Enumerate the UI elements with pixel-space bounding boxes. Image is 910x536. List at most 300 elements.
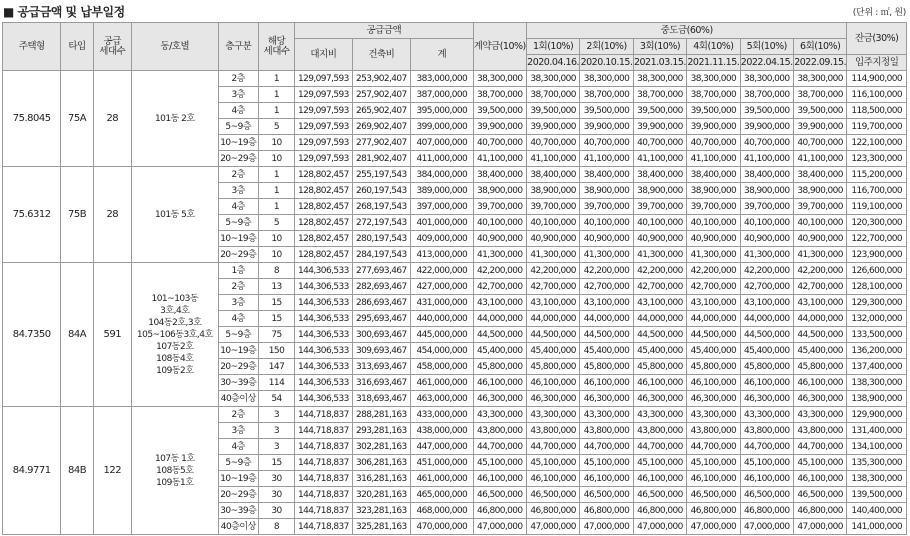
- amount-cell: 46,800,000: [740, 503, 793, 519]
- amount-cell: 320,281,163: [352, 487, 410, 503]
- households-cell: 122: [93, 407, 131, 535]
- amount-cell: 40,100,000: [687, 215, 740, 231]
- amount-cell: 126,600,000: [847, 263, 907, 279]
- amount-cell: 144,306,533: [295, 263, 352, 279]
- floor-cell: 3층: [218, 423, 258, 439]
- table-row: [3, 407, 907, 423]
- amount-cell: 39,900,000: [793, 119, 846, 135]
- tipe-cell: 84B: [61, 407, 93, 535]
- amount-cell: 316,281,163: [352, 471, 410, 487]
- amount-cell: 42,200,000: [687, 263, 740, 279]
- amount-cell: 470,000,000: [411, 519, 473, 535]
- amount-cell: 42,200,000: [473, 263, 526, 279]
- amount-cell: 38,400,000: [740, 167, 793, 183]
- amount-cell: 46,500,000: [633, 487, 686, 503]
- amount-cell: 144,718,837: [295, 439, 352, 455]
- type-cell: 84.7350: [3, 263, 61, 407]
- amount-cell: 277,902,407: [352, 135, 410, 151]
- amount-cell: 38,700,000: [633, 87, 686, 103]
- type-cell: 75.8045: [3, 71, 61, 167]
- col-middle-1: 1회(10%): [526, 39, 579, 55]
- amount-cell: 41,100,000: [526, 151, 579, 167]
- amount-cell: 293,281,163: [352, 423, 410, 439]
- dong-ho-cell: 101동 2호: [131, 71, 218, 167]
- floor-households-cell: 54: [258, 391, 294, 407]
- amount-cell: 136,200,000: [847, 343, 907, 359]
- amount-cell: 47,000,000: [473, 519, 526, 535]
- amount-cell: 128,100,000: [847, 279, 907, 295]
- amount-cell: 46,500,000: [580, 487, 633, 503]
- amount-cell: 253,902,407: [352, 71, 410, 87]
- amount-cell: 295,693,467: [352, 311, 410, 327]
- col-contract: 계약금(10%): [473, 23, 526, 71]
- floor-cell: 30~39층: [218, 375, 258, 391]
- amount-cell: 39,700,000: [580, 199, 633, 215]
- amount-cell: 40,700,000: [473, 135, 526, 151]
- amount-cell: 38,400,000: [633, 167, 686, 183]
- floor-households-cell: 150: [258, 343, 294, 359]
- col-total: 계: [411, 39, 473, 71]
- amount-cell: 384,000,000: [411, 167, 473, 183]
- amount-cell: 46,100,000: [473, 375, 526, 391]
- amount-cell: 39,500,000: [793, 103, 846, 119]
- floor-cell: 20~29층: [218, 487, 258, 503]
- floor-cell: 2층: [218, 71, 258, 87]
- amount-cell: 39,700,000: [740, 199, 793, 215]
- col-type: 주택형: [3, 23, 61, 71]
- households-cell: 28: [93, 71, 131, 167]
- amount-cell: 44,500,000: [687, 327, 740, 343]
- amount-cell: 40,700,000: [740, 135, 793, 151]
- floor-cell: 2층: [218, 167, 258, 183]
- amount-cell: 44,000,000: [526, 311, 579, 327]
- floor-cell: 5~9층: [218, 455, 258, 471]
- floor-households-cell: 1: [258, 103, 294, 119]
- amount-cell: 133,500,000: [847, 327, 907, 343]
- amount-cell: 45,100,000: [793, 455, 846, 471]
- col-middle: 중도금(60%): [526, 23, 846, 39]
- floor-cell: 3층: [218, 183, 258, 199]
- amount-cell: 144,718,837: [295, 519, 352, 535]
- amount-cell: 116,100,000: [847, 87, 907, 103]
- amount-cell: 123,300,000: [847, 151, 907, 167]
- amount-cell: 45,400,000: [633, 343, 686, 359]
- floor-households-cell: 30: [258, 487, 294, 503]
- amount-cell: 44,700,000: [740, 439, 793, 455]
- amount-cell: 45,100,000: [580, 455, 633, 471]
- amount-cell: 144,306,533: [295, 327, 352, 343]
- amount-cell: 128,802,457: [295, 183, 352, 199]
- amount-cell: 144,718,837: [295, 423, 352, 439]
- amount-cell: 46,300,000: [633, 391, 686, 407]
- amount-cell: 46,800,000: [526, 503, 579, 519]
- amount-cell: 280,197,543: [352, 231, 410, 247]
- amount-cell: 134,100,000: [847, 439, 907, 455]
- amount-cell: 45,800,000: [526, 359, 579, 375]
- date-middle-5: 2022.04.15.: [740, 55, 793, 71]
- amount-cell: 38,700,000: [473, 87, 526, 103]
- amount-cell: 123,900,000: [847, 247, 907, 263]
- amount-cell: 40,100,000: [740, 215, 793, 231]
- floor-households-cell: 30: [258, 503, 294, 519]
- floor-cell: 3층: [218, 87, 258, 103]
- tipe-cell: 75A: [61, 71, 93, 167]
- amount-cell: 38,300,000: [687, 71, 740, 87]
- floor-cell: 5~9층: [218, 327, 258, 343]
- amount-cell: 40,700,000: [633, 135, 686, 151]
- floor-cell: 4층: [218, 311, 258, 327]
- amount-cell: 46,800,000: [793, 503, 846, 519]
- amount-cell: 46,500,000: [793, 487, 846, 503]
- amount-cell: 438,000,000: [411, 423, 473, 439]
- floor-cell: 4층: [218, 199, 258, 215]
- amount-cell: 44,700,000: [580, 439, 633, 455]
- amount-cell: 422,000,000: [411, 263, 473, 279]
- amount-cell: 45,400,000: [580, 343, 633, 359]
- amount-cell: 40,100,000: [633, 215, 686, 231]
- amount-cell: 40,900,000: [687, 231, 740, 247]
- amount-cell: 387,000,000: [411, 87, 473, 103]
- col-building: 건축비: [352, 39, 410, 71]
- amount-cell: 389,000,000: [411, 183, 473, 199]
- amount-cell: 316,693,467: [352, 375, 410, 391]
- households-cell: 28: [93, 167, 131, 263]
- amount-cell: 46,300,000: [793, 391, 846, 407]
- table-row: [3, 263, 907, 279]
- amount-cell: 39,500,000: [633, 103, 686, 119]
- amount-cell: 43,100,000: [740, 295, 793, 311]
- amount-cell: 44,500,000: [633, 327, 686, 343]
- amount-cell: 44,000,000: [793, 311, 846, 327]
- amount-cell: 44,700,000: [473, 439, 526, 455]
- amount-cell: 120,300,000: [847, 215, 907, 231]
- amount-cell: 39,700,000: [526, 199, 579, 215]
- amount-cell: 38,700,000: [526, 87, 579, 103]
- amount-cell: 42,200,000: [526, 263, 579, 279]
- amount-cell: 41,300,000: [633, 247, 686, 263]
- amount-cell: 41,300,000: [687, 247, 740, 263]
- floor-cell: 2층: [218, 407, 258, 423]
- floor-households-cell: 15: [258, 311, 294, 327]
- amount-cell: 44,000,000: [580, 311, 633, 327]
- col-floor-households: 해당 세대수: [258, 23, 294, 71]
- amount-cell: 122,100,000: [847, 135, 907, 151]
- floor-cell: 20~29층: [218, 247, 258, 263]
- amount-cell: 454,000,000: [411, 343, 473, 359]
- amount-cell: 427,000,000: [411, 279, 473, 295]
- amount-cell: 42,200,000: [793, 263, 846, 279]
- amount-cell: 128,802,457: [295, 231, 352, 247]
- amount-cell: 44,700,000: [633, 439, 686, 455]
- households-cell: 591: [93, 263, 131, 407]
- amount-cell: 46,800,000: [473, 503, 526, 519]
- amount-cell: 383,000,000: [411, 71, 473, 87]
- floor-cell: 40층이상: [218, 519, 258, 535]
- amount-cell: 42,700,000: [526, 279, 579, 295]
- floor-households-cell: 10: [258, 247, 294, 263]
- amount-cell: 45,100,000: [687, 455, 740, 471]
- amount-cell: 46,100,000: [793, 471, 846, 487]
- supply-price-table: [2, 22, 907, 535]
- amount-cell: 144,306,533: [295, 311, 352, 327]
- amount-cell: 44,500,000: [580, 327, 633, 343]
- amount-cell: 46,100,000: [580, 375, 633, 391]
- amount-cell: 43,800,000: [633, 423, 686, 439]
- floor-households-cell: 15: [258, 295, 294, 311]
- amount-cell: 144,306,533: [295, 343, 352, 359]
- amount-cell: 144,718,837: [295, 455, 352, 471]
- amount-cell: 40,700,000: [687, 135, 740, 151]
- amount-cell: 45,100,000: [526, 455, 579, 471]
- amount-cell: 38,700,000: [793, 87, 846, 103]
- amount-cell: 38,900,000: [793, 183, 846, 199]
- amount-cell: 144,718,837: [295, 407, 352, 423]
- amount-cell: 46,300,000: [473, 391, 526, 407]
- floor-cell: 20~29층: [218, 359, 258, 375]
- amount-cell: 39,900,000: [740, 119, 793, 135]
- amount-cell: 43,300,000: [633, 407, 686, 423]
- amount-cell: 463,000,000: [411, 391, 473, 407]
- col-dong-ho: 동/호별: [131, 23, 218, 71]
- floor-households-cell: 1: [258, 183, 294, 199]
- amount-cell: 431,000,000: [411, 295, 473, 311]
- table-row: [3, 71, 907, 87]
- amount-cell: 458,000,000: [411, 359, 473, 375]
- amount-cell: 399,000,000: [411, 119, 473, 135]
- amount-cell: 144,718,837: [295, 503, 352, 519]
- amount-cell: 413,000,000: [411, 247, 473, 263]
- amount-cell: 122,700,000: [847, 231, 907, 247]
- amount-cell: 39,700,000: [473, 199, 526, 215]
- floor-households-cell: 15: [258, 455, 294, 471]
- amount-cell: 38,900,000: [580, 183, 633, 199]
- date-middle-2: 2020.10.15.: [580, 55, 633, 71]
- amount-cell: 144,718,837: [295, 471, 352, 487]
- amount-cell: 138,900,000: [847, 391, 907, 407]
- amount-cell: 115,200,000: [847, 167, 907, 183]
- amount-cell: 46,800,000: [633, 503, 686, 519]
- amount-cell: 38,900,000: [473, 183, 526, 199]
- floor-cell: 4층: [218, 103, 258, 119]
- amount-cell: 39,900,000: [633, 119, 686, 135]
- floor-households-cell: 1: [258, 199, 294, 215]
- amount-cell: 140,400,000: [847, 503, 907, 519]
- amount-cell: 46,100,000: [473, 471, 526, 487]
- amount-cell: 38,400,000: [793, 167, 846, 183]
- amount-cell: 43,300,000: [687, 407, 740, 423]
- amount-cell: 46,300,000: [740, 391, 793, 407]
- amount-cell: 40,900,000: [526, 231, 579, 247]
- amount-cell: 129,300,000: [847, 295, 907, 311]
- dong-ho-cell: 101~103동 3호,4호 104동2호,3호 105~106동3호,4호 107동2호 108동4호 109동2호: [131, 263, 218, 407]
- amount-cell: 144,306,533: [295, 375, 352, 391]
- col-land: 대지비: [295, 39, 352, 71]
- amount-cell: 282,693,467: [352, 279, 410, 295]
- amount-cell: 41,100,000: [473, 151, 526, 167]
- amount-cell: 440,000,000: [411, 311, 473, 327]
- amount-cell: 42,700,000: [580, 279, 633, 295]
- amount-cell: 42,200,000: [740, 263, 793, 279]
- amount-cell: 433,000,000: [411, 407, 473, 423]
- amount-cell: 39,500,000: [580, 103, 633, 119]
- amount-cell: 45,800,000: [740, 359, 793, 375]
- floor-households-cell: 1: [258, 71, 294, 87]
- amount-cell: 395,000,000: [411, 103, 473, 119]
- amount-cell: 42,700,000: [473, 279, 526, 295]
- amount-cell: 128,802,457: [295, 215, 352, 231]
- amount-cell: 39,500,000: [473, 103, 526, 119]
- table-header: [3, 23, 907, 71]
- amount-cell: 138,300,000: [847, 471, 907, 487]
- amount-cell: 40,700,000: [793, 135, 846, 151]
- floor-households-cell: 75: [258, 327, 294, 343]
- amount-cell: 277,693,467: [352, 263, 410, 279]
- col-balance: 잔금(30%): [847, 23, 907, 55]
- floor-households-cell: 8: [258, 519, 294, 535]
- amount-cell: 313,693,467: [352, 359, 410, 375]
- col-tipe: 타입: [61, 23, 93, 71]
- amount-cell: 40,100,000: [473, 215, 526, 231]
- amount-cell: 268,197,543: [352, 199, 410, 215]
- floor-cell: 10~19층: [218, 343, 258, 359]
- amount-cell: 286,693,467: [352, 295, 410, 311]
- amount-cell: 45,800,000: [473, 359, 526, 375]
- amount-cell: 309,693,467: [352, 343, 410, 359]
- amount-cell: 44,000,000: [687, 311, 740, 327]
- amount-cell: 46,100,000: [687, 375, 740, 391]
- amount-cell: 45,400,000: [687, 343, 740, 359]
- amount-cell: 407,000,000: [411, 135, 473, 151]
- amount-cell: 43,100,000: [633, 295, 686, 311]
- amount-cell: 137,400,000: [847, 359, 907, 375]
- floor-households-cell: 3: [258, 439, 294, 455]
- amount-cell: 45,100,000: [633, 455, 686, 471]
- amount-cell: 40,700,000: [580, 135, 633, 151]
- amount-cell: 47,000,000: [526, 519, 579, 535]
- amount-cell: 144,306,533: [295, 279, 352, 295]
- amount-cell: 409,000,000: [411, 231, 473, 247]
- amount-cell: 40,900,000: [580, 231, 633, 247]
- amount-cell: 44,500,000: [793, 327, 846, 343]
- amount-cell: 39,500,000: [740, 103, 793, 119]
- floor-households-cell: 5: [258, 119, 294, 135]
- amount-cell: 45,800,000: [687, 359, 740, 375]
- amount-cell: 42,700,000: [793, 279, 846, 295]
- amount-cell: 260,197,543: [352, 183, 410, 199]
- amount-cell: 284,197,543: [352, 247, 410, 263]
- amount-cell: 46,100,000: [580, 471, 633, 487]
- amount-cell: 144,718,837: [295, 487, 352, 503]
- amount-cell: 44,500,000: [740, 327, 793, 343]
- type-cell: 75.6312: [3, 167, 61, 263]
- floor-cell: 10~19층: [218, 135, 258, 151]
- amount-cell: 129,097,593: [295, 135, 352, 151]
- floor-cell: 4층: [218, 439, 258, 455]
- amount-cell: 45,400,000: [526, 343, 579, 359]
- date-middle-6: 2022.09.15.: [793, 55, 846, 71]
- amount-cell: 43,800,000: [473, 423, 526, 439]
- amount-cell: 138,300,000: [847, 375, 907, 391]
- amount-cell: 43,800,000: [580, 423, 633, 439]
- amount-cell: 129,097,593: [295, 71, 352, 87]
- amount-cell: 44,000,000: [740, 311, 793, 327]
- amount-cell: 45,800,000: [580, 359, 633, 375]
- amount-cell: 141,000,000: [847, 519, 907, 535]
- amount-cell: 46,500,000: [473, 487, 526, 503]
- floor-cell: 40층이상: [218, 391, 258, 407]
- amount-cell: 38,400,000: [580, 167, 633, 183]
- amount-cell: 39,700,000: [633, 199, 686, 215]
- amount-cell: 46,100,000: [526, 375, 579, 391]
- amount-cell: 39,700,000: [793, 199, 846, 215]
- amount-cell: 40,900,000: [793, 231, 846, 247]
- amount-cell: 39,900,000: [526, 119, 579, 135]
- amount-cell: 38,300,000: [473, 71, 526, 87]
- amount-cell: 42,700,000: [687, 279, 740, 295]
- tipe-cell: 84A: [61, 263, 93, 407]
- amount-cell: 128,802,457: [295, 167, 352, 183]
- amount-cell: 39,900,000: [580, 119, 633, 135]
- amount-cell: 41,100,000: [580, 151, 633, 167]
- page-title: ■ 공급금액 및 납부일정: [3, 5, 125, 19]
- amount-cell: 129,097,593: [295, 151, 352, 167]
- amount-cell: 40,100,000: [580, 215, 633, 231]
- amount-cell: 46,100,000: [633, 471, 686, 487]
- floor-cell: 1층: [218, 263, 258, 279]
- unit-note: (단위 : ㎡, 원): [852, 8, 906, 18]
- amount-cell: 445,000,000: [411, 327, 473, 343]
- amount-cell: 46,500,000: [687, 487, 740, 503]
- col-supply-price: 공급금액: [295, 23, 473, 39]
- amount-cell: 38,900,000: [740, 183, 793, 199]
- amount-cell: 44,000,000: [633, 311, 686, 327]
- title-bar: [0, 0, 910, 20]
- amount-cell: 47,000,000: [740, 519, 793, 535]
- amount-cell: 461,000,000: [411, 471, 473, 487]
- floor-cell: 20~29층: [218, 151, 258, 167]
- amount-cell: 45,100,000: [473, 455, 526, 471]
- amount-cell: 40,700,000: [526, 135, 579, 151]
- amount-cell: 461,000,000: [411, 375, 473, 391]
- dong-ho-cell: 107동 1호 108동5호 109동1호: [131, 407, 218, 535]
- amount-cell: 46,100,000: [793, 375, 846, 391]
- tipe-cell: 75B: [61, 167, 93, 263]
- amount-cell: 46,800,000: [580, 503, 633, 519]
- amount-cell: 43,100,000: [687, 295, 740, 311]
- amount-cell: 119,100,000: [847, 199, 907, 215]
- amount-cell: 46,800,000: [687, 503, 740, 519]
- amount-cell: 46,100,000: [633, 375, 686, 391]
- floor-households-cell: 8: [258, 263, 294, 279]
- floor-households-cell: 3: [258, 423, 294, 439]
- amount-cell: 41,300,000: [526, 247, 579, 263]
- amount-cell: 43,800,000: [687, 423, 740, 439]
- amount-cell: 269,902,407: [352, 119, 410, 135]
- amount-cell: 46,300,000: [687, 391, 740, 407]
- amount-cell: 46,500,000: [740, 487, 793, 503]
- amount-cell: 44,500,000: [526, 327, 579, 343]
- amount-cell: 129,900,000: [847, 407, 907, 423]
- amount-cell: 47,000,000: [687, 519, 740, 535]
- floor-cell: 3층: [218, 295, 258, 311]
- amount-cell: 132,000,000: [847, 311, 907, 327]
- floor-cell: 30~39층: [218, 503, 258, 519]
- amount-cell: 46,100,000: [740, 471, 793, 487]
- amount-cell: 43,100,000: [793, 295, 846, 311]
- amount-cell: 39,900,000: [687, 119, 740, 135]
- floor-cell: 5~9층: [218, 119, 258, 135]
- amount-cell: 44,000,000: [473, 311, 526, 327]
